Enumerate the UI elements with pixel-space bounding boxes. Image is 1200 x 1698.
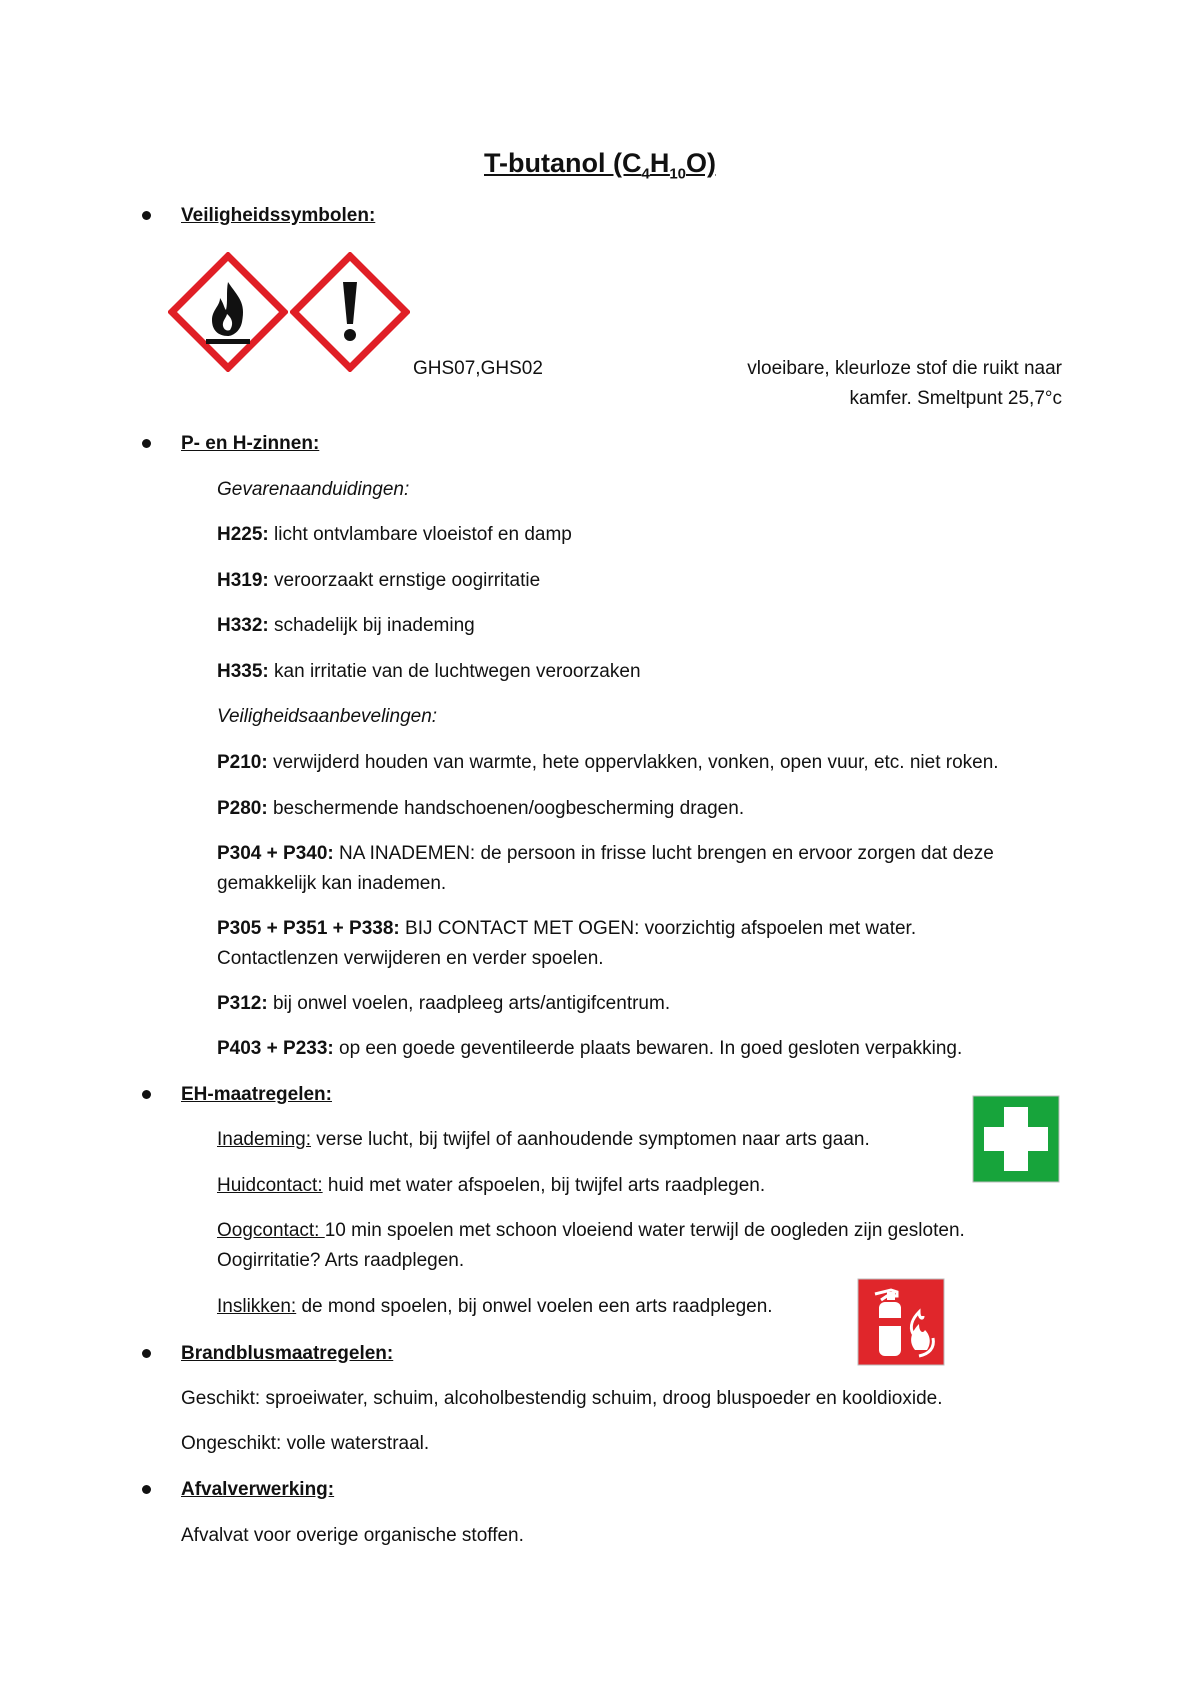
precautionary-statement: P304 + P340: NA INADEMEN: de persoon in frisse lucht brengen en ervoor zorgen dat deze [217,843,994,864]
flame-icon [168,252,288,372]
first-aid-item-continued: Oogirritatie? Arts raadplegen. [217,1250,465,1271]
hazard-statements-heading: Gevarenaanduidingen: [217,479,410,500]
precautionary-statement: P210: verwijderd houden van warmte, hete oppervlakken, vonken, open vuur, etc. niet roken. [217,752,999,773]
first-aid-item: Oogcontact: 10 min spoelen met schoon vloeiend water terwijl de oogleden zijn gesloten. [217,1220,965,1241]
precautionary-statement: P305 + P351 + P338: BIJ CONTACT MET OGEN: voorzichtig afspoelen met water. [217,918,917,939]
fire-extinguisher-icon [857,1278,945,1366]
hazard-statement: H319: veroorzaakt ernstige oogirritatie [217,570,541,591]
bullet [142,1485,151,1494]
precautionary-statement: P312: bij onwel voelen, raadpleeg arts/antigifcentrum. [217,993,671,1014]
substance-description-line1: vloeibare, kleurloze stof die ruikt naar [747,358,1062,379]
precautionary-statement: P403 + P233: op een goede geventileerde plaats bewaren. In goed gesloten verpakking. [217,1038,963,1059]
section-heading-safety-symbols: Veiligheidssymbolen: [181,205,376,226]
bullet [142,1349,151,1358]
ghs-codes: GHS07,GHS02 [413,358,543,379]
hazard-statement: H332: schadelijk bij inademing [217,615,475,636]
precautionary-statements-heading: Veiligheidsaanbevelingen: [217,706,438,727]
document-title: T-butanol $(C_4H_{10}O)$ [484,148,716,183]
suitable-extinguishing-media: Geschikt: sproeiwater, schuim, alcoholbestendig schuim, droog bluspoeder en kooldioxide. [181,1388,943,1409]
unsuitable-extinguishing-media: Ongeschikt: volle waterstraal. [181,1433,430,1454]
first-aid-icon [972,1095,1060,1183]
precautionary-statement: P280: beschermende handschoenen/oogbescherming dragen. [217,798,745,819]
bullet [142,211,151,220]
hazard-statement: H335: kan irritatie van de luchtwegen veroorzaken [217,661,641,682]
section-heading-p-h-phrases: P- en H-zinnen: [181,433,320,454]
first-aid-item: Huidcontact: huid met water afspoelen, bij twijfel arts raadplegen. [217,1175,766,1196]
bullet [142,1090,151,1099]
section-heading-firefighting: Brandblusmaatregelen: [181,1343,394,1364]
section-heading-waste-disposal: Afvalverwerking: [181,1479,335,1500]
section-heading-first-aid: EH-maatregelen: [181,1084,332,1105]
hazard-statement: H225: licht ontvlambare vloeistof en damp [217,524,572,545]
first-aid-item: Inademing: verse lucht, bij twijfel of aanhoudende symptomen naar arts gaan. [217,1129,870,1150]
first-aid-item: Inslikken: de mond spoelen, bij onwel voelen een arts raadplegen. [217,1296,773,1317]
precautionary-statement-continued: Contactlenzen verwijderen en verder spoelen. [217,948,604,969]
precautionary-statement-continued: gemakkelijk kan inademen. [217,873,447,894]
substance-description-line2: kamfer. Smeltpunt 25,7°c [849,388,1062,409]
waste-disposal-text: Afvalvat voor overige organische stoffen. [181,1525,524,1546]
exclamation-icon [290,252,410,372]
bullet [142,439,151,448]
